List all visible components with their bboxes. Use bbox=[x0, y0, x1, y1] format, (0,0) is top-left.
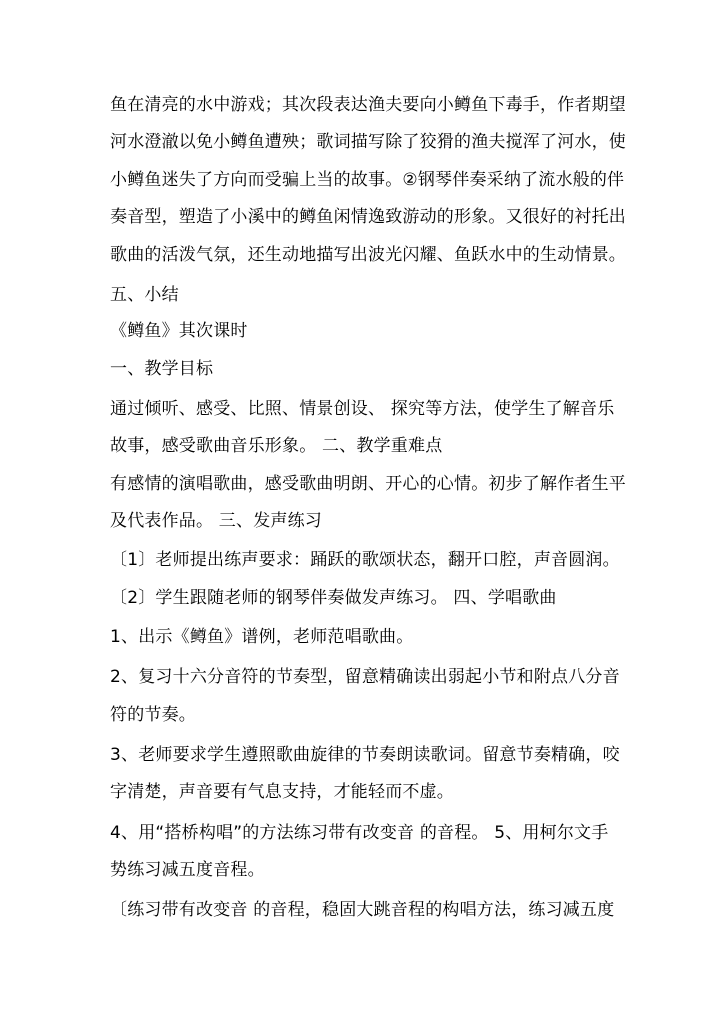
section-heading-goals: 一、教学目标 bbox=[110, 359, 214, 379]
text-line-22: 〔练习带有改变音 的音程，稳固大跳音程的构唱方法，练习减五度 bbox=[110, 900, 615, 920]
section-heading-summary: 五、小结 bbox=[110, 285, 179, 305]
text-line-5: 歌曲的活泼气氛，还生动地描写出波光闪耀、鱼跃水中的生动情景。 bbox=[110, 245, 626, 265]
text-line-3: 小鳟鱼迷失了方向而受骗上当的故事。②钢琴伴奏采纳了流水般的伴 bbox=[110, 170, 625, 190]
text-line-11: 有感情的演唱歌曲，感受歌曲明朗、开心的心情。初步了解作者生平 bbox=[110, 474, 626, 494]
text-line-19: 字清楚，声音要有气息支持，才能轻而不虚。 bbox=[110, 782, 454, 802]
text-line-21: 势练习减五度音程。 bbox=[110, 860, 265, 880]
text-line-20: 4、用“搭桥构唱”的方法练习带有改变音 的音程。 5、用柯尔文手 bbox=[110, 823, 609, 843]
text-line-4: 奏音型，塑造了小溪中的鳟鱼闲情逸致游动的形象。又很好的衬托出 bbox=[110, 207, 626, 227]
lesson-title: 《鳟鱼》其次课时 bbox=[110, 321, 248, 341]
text-line-15: 1、出示《鳟鱼》谱例，老师范唱歌曲。 bbox=[110, 627, 414, 647]
text-line-18: 3、老师要求学生遵照歌曲旋律的节奏朗读歌词。留意节奏精确，咬 bbox=[110, 745, 620, 765]
text-line-12: 及代表作品。 三、发声练习 bbox=[110, 511, 323, 531]
text-line-10: 故事，感受歌曲音乐形象。 二、教学重难点 bbox=[110, 436, 443, 456]
text-line-16: 2、复习十六分音符的节奏型，留意精确读出弱起小节和附点八分音 bbox=[110, 667, 620, 687]
text-line-14: 〔2〕学生跟随老师的钢琴伴奏做发声练习。 四、学唱歌曲 bbox=[110, 588, 557, 608]
text-line-9: 通过倾听、感受、比照、情景创设、 探究等方法，使学生了解音乐 bbox=[110, 399, 615, 419]
text-line-17: 符的节奏。 bbox=[110, 705, 196, 725]
text-line-2: 河水澄澈以免小鳟鱼遭殃；歌词描写除了狡猾的渔夫搅浑了河水，使 bbox=[110, 132, 626, 152]
text-line-13: 〔1〕老师提出练声要求：踊跃的歌颂状态，翻开口腔，声音圆润。 bbox=[110, 550, 620, 570]
text-line-1: 鱼在清亮的水中游戏；其次段表达渔夫要向小鳟鱼下毒手，作者期望 bbox=[110, 95, 626, 115]
